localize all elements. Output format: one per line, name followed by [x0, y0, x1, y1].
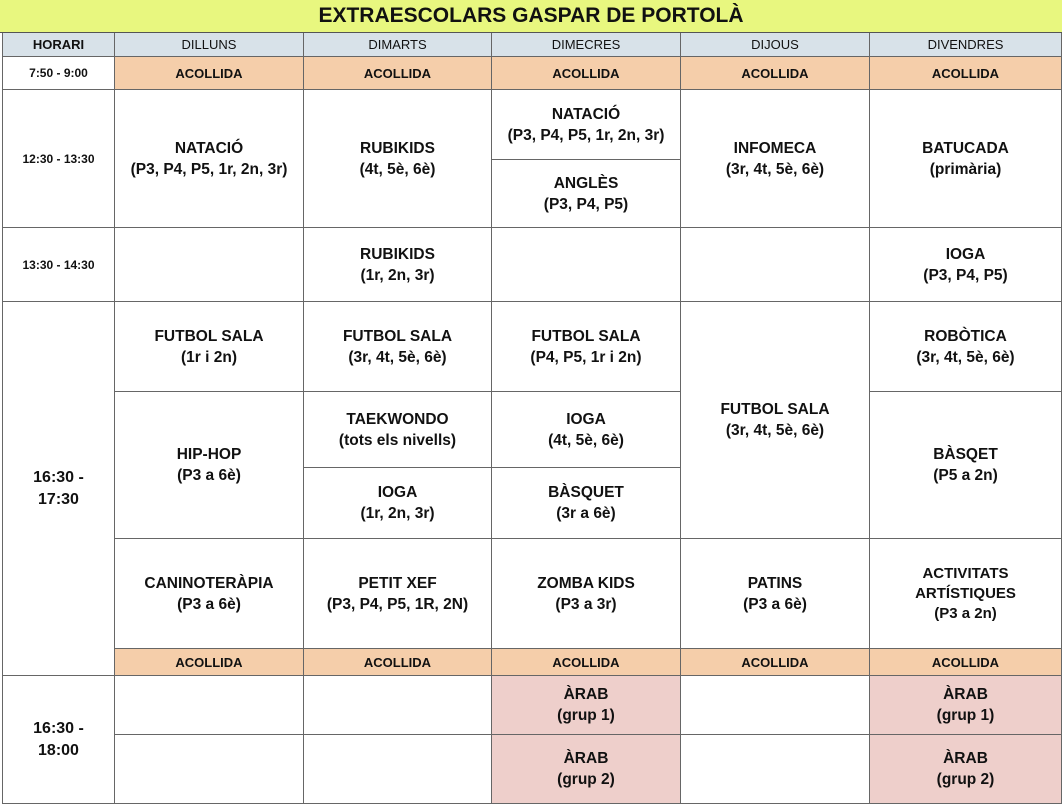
activity-tue-1630-c — [304, 468, 492, 539]
activity-group: (tots els nivells) — [338, 431, 457, 449]
activity-name: FUTBOL SALA — [342, 327, 453, 345]
activity-group: (3r, 4t, 5è, 6è) — [725, 422, 825, 439]
header-day-dijous: DIJOUS — [681, 33, 870, 57]
activity-name: HIP-HOP — [176, 446, 242, 463]
activity-name: BATUCADA — [922, 139, 1009, 157]
activity-tue-1330 — [304, 228, 492, 302]
activity-tue-1230 — [304, 90, 492, 228]
time-slot-1630-1800 — [3, 676, 115, 804]
activity-wed-1630-c — [492, 468, 681, 539]
activity-group: (4t, 5è, 6è) — [359, 160, 436, 178]
activity-wed-1230-b — [492, 160, 681, 228]
empty-cell — [681, 676, 870, 735]
activity-name: PETIT XEF — [358, 574, 437, 592]
activity-group: (grup 2) — [557, 771, 615, 788]
activity-name: ANGLÈS — [553, 174, 619, 192]
time-slot-1230: 12:30 - 13:30 — [3, 90, 115, 228]
activity-mon-1230 — [115, 90, 304, 228]
activity-name: IOGA — [566, 410, 606, 428]
acollida-morning-tue: ACOLLIDA — [304, 57, 492, 90]
activity-name: TAEKWONDO — [346, 410, 449, 428]
time-line: 17:30 — [38, 490, 79, 508]
activity-thu-1630-d — [681, 539, 870, 649]
activity-group: (P3, P4, P5, 1r, 2n, 3r) — [507, 126, 665, 144]
activity-group: (primària) — [929, 160, 1002, 178]
activity-wed-1800-b — [492, 735, 681, 804]
acollida-morning-mon: ACOLLIDA — [115, 57, 304, 90]
activity-name: ÀRAB — [563, 750, 609, 767]
acollida-morning-thu: ACOLLIDA — [681, 57, 870, 90]
header-day-dimarts: DIMARTS — [304, 33, 492, 57]
activity-wed-1630-d — [492, 539, 681, 649]
empty-cell — [115, 676, 304, 735]
empty-cell — [115, 228, 304, 302]
activity-name: ÀRAB — [943, 686, 988, 703]
activity-name: BÀSQET — [933, 446, 998, 463]
activity-group: (3r, 4t, 5è, 6è) — [348, 348, 447, 366]
activity-name: FUTBOL SALA — [720, 401, 830, 418]
empty-cell — [681, 735, 870, 804]
time-slot-1330: 13:30 - 14:30 — [3, 228, 115, 302]
activity-name: INFOMECA — [733, 139, 817, 157]
activity-group: (P3 a 2n) — [934, 604, 997, 622]
activity-group: (P3, P4, P5) — [923, 266, 1008, 284]
activity-group: (P3 a 6è) — [177, 595, 241, 613]
header-day-divendres: DIVENDRES — [870, 33, 1062, 57]
acollida-morning-fri: ACOLLIDA — [870, 57, 1062, 90]
activity-group: (grup 1) — [557, 707, 615, 724]
activity-group: (3r, 4t, 5è, 6è) — [725, 160, 825, 178]
page-title: EXTRAESCOLARS GASPAR DE PORTOLÀ — [0, 0, 1062, 33]
acollida-afternoon-thu: ACOLLIDA — [681, 649, 870, 676]
activity-name: FUTBOL SALA — [531, 327, 641, 345]
activity-fri-1230 — [870, 90, 1062, 228]
activity-name: NATACIÓ — [551, 105, 621, 123]
activity-group: (P3, P4, P5, 1r, 2n, 3r) — [130, 160, 288, 178]
activity-name: IOGA — [945, 245, 986, 263]
time-line: 16:30 - — [33, 719, 84, 737]
activity-fri-1630-b — [870, 392, 1062, 539]
activity-wed-1800-a — [492, 676, 681, 735]
acollida-afternoon-mon: ACOLLIDA — [115, 649, 304, 676]
header-day-dimecres: DIMECRES — [492, 33, 681, 57]
time-slot-1630-1730 — [3, 302, 115, 676]
empty-cell — [304, 735, 492, 804]
activity-group: (1r, 2n, 3r) — [360, 505, 435, 522]
activity-tue-1630-d — [304, 539, 492, 649]
activity-group: (3r, 4t, 5è, 6è) — [916, 348, 1015, 366]
activity-group: (1r, 2n, 3r) — [360, 266, 435, 284]
activity-group: (1r i 2n) — [181, 348, 237, 366]
activity-mon-1630-b — [115, 392, 304, 539]
time-line: 16:30 - — [33, 468, 84, 486]
activity-name: IOGA — [377, 484, 418, 501]
activity-group: (P3, P4, P5) — [543, 195, 629, 213]
header-day-dilluns: DILLUNS — [115, 33, 304, 57]
activity-wed-1230-a — [492, 90, 681, 160]
activity-tue-1630-b — [304, 392, 492, 468]
activity-name: ÀRAB — [563, 686, 609, 703]
header-horari: HORARI — [3, 33, 115, 57]
activity-name-line2: ARTÍSTIQUES — [915, 584, 1016, 602]
empty-cell — [681, 228, 870, 302]
empty-cell — [115, 735, 304, 804]
activity-wed-1630-a — [492, 302, 681, 392]
acollida-afternoon-wed: ACOLLIDA — [492, 649, 681, 676]
activity-group: (P3 a 6è) — [177, 467, 241, 484]
activity-name: RUBIKIDS — [360, 139, 435, 157]
activity-group: (P4, P5, 1r i 2n) — [530, 348, 642, 366]
activity-tue-1630-a — [304, 302, 492, 392]
activity-group: (P3 a 3r) — [555, 595, 617, 613]
activity-name: BÀSQUET — [548, 484, 624, 501]
time-line: 18:00 — [38, 741, 79, 759]
activity-wed-1630-b — [492, 392, 681, 468]
acollida-afternoon-fri: ACOLLIDA — [870, 649, 1062, 676]
activity-name-line1: ACTIVITATS — [922, 564, 1009, 582]
acollida-afternoon-tue: ACOLLIDA — [304, 649, 492, 676]
activity-group: (grup 2) — [936, 771, 995, 788]
activity-name: ZOMBA KIDS — [537, 574, 635, 592]
time-slot-0750: 7:50 - 9:00 — [3, 57, 115, 90]
activity-name: RUBIKIDS — [360, 245, 435, 263]
activity-group: (3r a 6è) — [556, 505, 616, 522]
activity-fri-1800-a — [870, 676, 1062, 735]
activity-name: PATINS — [747, 574, 803, 592]
activity-fri-1800-b — [870, 735, 1062, 804]
activity-name: ÀRAB — [943, 750, 988, 767]
activity-group: (P3 a 6è) — [743, 595, 807, 613]
activity-fri-1630-d — [870, 539, 1062, 649]
activity-name: ROBÒTICA — [924, 327, 1007, 345]
activity-group: (grup 1) — [936, 707, 995, 724]
activity-mon-1630-a — [115, 302, 304, 392]
activity-name: CANINOTERÀPIA — [144, 574, 274, 592]
activity-thu-1630-a — [681, 302, 870, 539]
activity-name: NATACIÓ — [174, 139, 244, 157]
activity-name: FUTBOL SALA — [154, 327, 264, 345]
activity-group: (4t, 5è, 6è) — [548, 431, 624, 449]
activity-thu-1230 — [681, 90, 870, 228]
empty-cell — [492, 228, 681, 302]
activity-group: (P3, P4, P5, 1R, 2N) — [326, 595, 469, 613]
activity-fri-1630-a — [870, 302, 1062, 392]
activity-fri-1330 — [870, 228, 1062, 302]
empty-cell — [304, 676, 492, 735]
acollida-morning-wed: ACOLLIDA — [492, 57, 681, 90]
activity-mon-1630-d — [115, 539, 304, 649]
activity-group: (P5 a 2n) — [933, 467, 998, 484]
